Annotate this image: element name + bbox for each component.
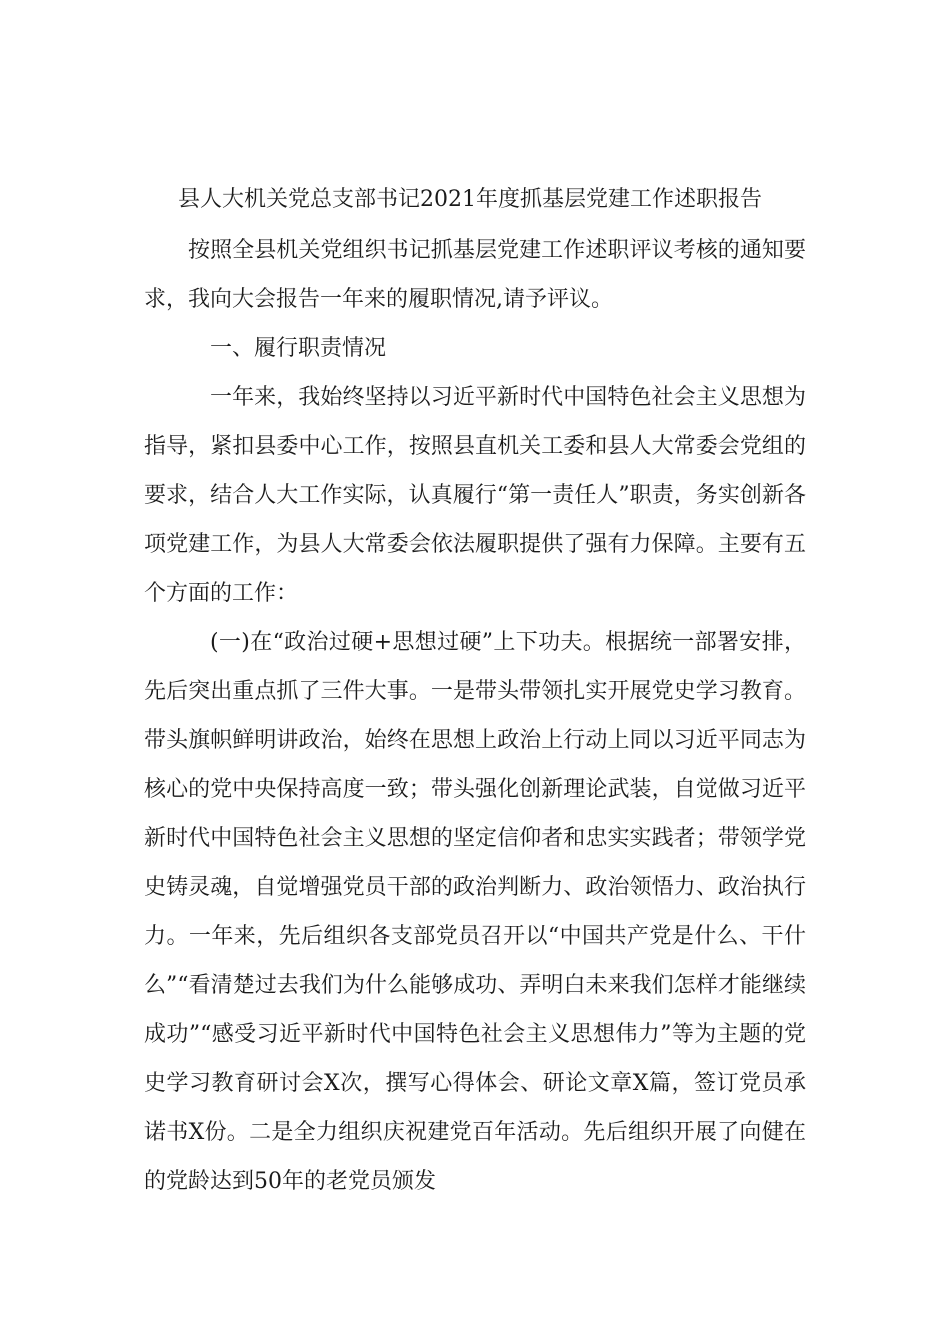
intro-paragraph: 按照全县机关党组织书记抓基层党建工作述职评议考核的通知要求，我向大会报告一年来的履职情况,请予评议。 xyxy=(144,238,806,312)
section-paragraph: 一年来，我始终坚持以习近平新时代中国特色社会主义思想为指导，紧扣县委中心工作，按照县直机关工委和县人大常委会党组的要求，结合人大工作实际，认真履行“第一责任人”职责，务实创新各项党建工作，为县人大常委会依法履职提供了强有力保障。主要有五个方面的工作： xyxy=(144,385,806,606)
document-body xyxy=(144,226,806,1206)
section-heading: 一、履行职责情况 xyxy=(210,336,387,361)
subsection-paragraph: (一)在“政治过硬+思想过硬”上下功夫。根据统一部署安排，先后突出重点抓了三件大事。一是带头带领扎实开展党史学习教育。带头旗帜鲜明讲政治，始终在思想上政治上行动上同以习近平同志为核心的党中央保持高度一致；带头强化创新理论武装，自觉做习近平新时代中国特色社会主义思想的坚定信仰者和忠实实践者；带领学党史铸灵魂，自觉增强党员干部的政治判断力、政治领悟力、政治执行力。一年来，先后组织各支部党员召开以“中国共产党是什么、干什么”“看清楚过去我们为什么能够成功、弄明白未来我们怎样才能继续成功”“感受习近平新时代中国特色社会主义思想伟力”等为主题的党史学习教育研讨会X次，撰写心得体会、研论文章X篇，签订党员承诺书X份。二是全力组织庆祝建党百年活动。先后组织开展了向健在的党龄达到50年的老党员颁发 xyxy=(144,630,806,1194)
document-title: 县人大机关党总支部书记2021年度抓基层党建工作述职报告 xyxy=(178,187,762,212)
